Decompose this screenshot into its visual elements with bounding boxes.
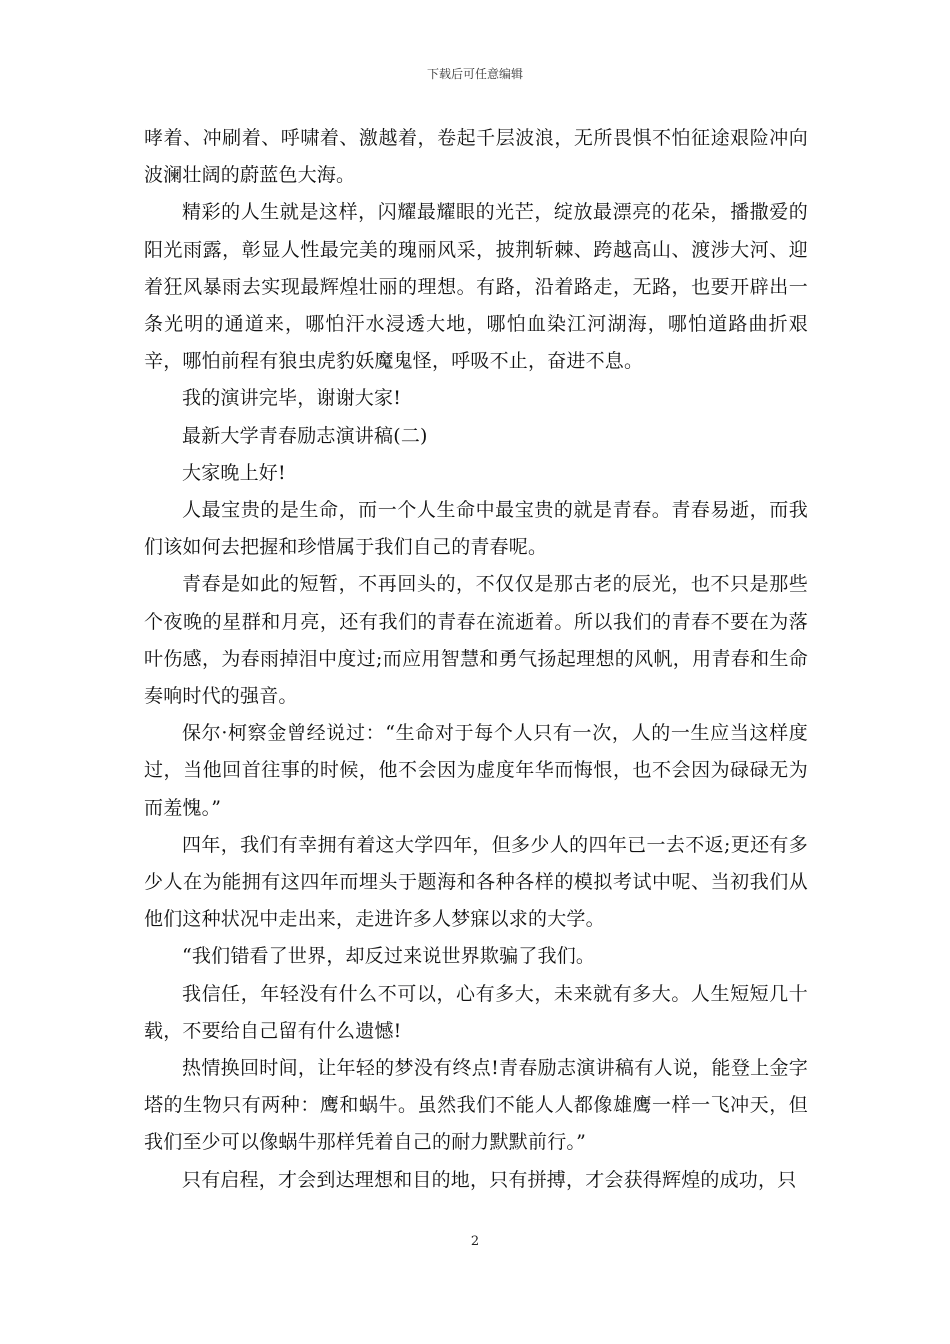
paragraph-3: 我的演讲完毕，谢谢大家! [182,387,402,410]
section-title: 最新大学青春励志演讲稿(二) [182,424,428,447]
page-header: 下载后可任意编辑 [426,67,523,81]
paragraph-10: “我们错看了世界，却反过来说世界欺骗了我们。 [182,945,596,968]
page-number: 2 [470,1234,480,1249]
paragraph-11: 我信任，年轻没有什么不可以，心有多大，未来就有多大。人生短短几十载，不要给自己留有什么遗憾! [144,982,808,1042]
paragraph-8: 保尔·柯察金曾经说过：“生命对于每个人只有一次，人的一生应当这样度过，当他回首往事的时候，他不会因为虚度年华而悔恨，也不会因为碌碌无为而羞愧。” [144,722,808,819]
paragraph-9: 四年，我们有幸拥有着这大学四年，但多少人的四年已一去不返;更还有多少人在为能拥有这四年而埋头于题海和各种各样的模拟考试中呢、当初我们从他们这种状况中走出来，走进许多人梦寐以求的大学。 [144,833,808,931]
paragraph-12: 热情换回时间，让年轻的梦没有终点!青春励志演讲稿有人说，能登上金字塔的生物只有两种：鹰和蜗牛。虽然我们不能人人都像雄鹰一样一飞冲天，但我们至少可以像蜗牛那样凭着自己的耐力默默前行。” [144,1057,808,1154]
paragraph-1: 哮着、冲刷着、呼啸着、激越着，卷起千层波浪，无所畏惧不怕征途艰险冲向波澜壮阔的蔚蓝色大海。 [144,127,808,187]
paragraph-7: 青春是如此的短暂，不再回头的，不仅仅是那古老的辰光，也不只是那些个夜晚的星群和月亮，还有我们的青春在流逝着。所以我们的青春不要在为落叶伤感，为春雨掉泪中度过;而应用智慧和勇气扬起理想的风帆，用青春和生命奏响时代的强音。 [144,573,808,708]
paragraph-13: 只有启程，才会到达理想和目的地，只有拼搏，才会获得辉煌的成功，只 [182,1168,797,1191]
greeting: 大家晚上好! [182,461,286,484]
paragraph-2: 精彩的人生就是这样，闪耀最耀眼的光芒，绽放最漂亮的花朵，播撒爱的阳光雨露，彰显人性最完美的瑰丽风采，披荆斩棘、跨越高山、渡涉大河、迎着狂风暴雨去实现最辉煌壮丽的理想。有路，沿着路走，无路，也要开辟出一条光明的通道来，哪怕汗水浸透大地，哪怕血染江河湖海，哪怕道路曲折艰辛，哪怕前程有狼虫虎豹妖魔鬼怪，呼吸不止，奋进不息。 [144,201,808,373]
paragraph-6: 人最宝贵的是生命，而一个人生命中最宝贵的就是青春。青春易逝，而我们该如何去把握和珍惜属于我们自己的青春呢。 [144,499,808,559]
document-body [144,120,808,1199]
